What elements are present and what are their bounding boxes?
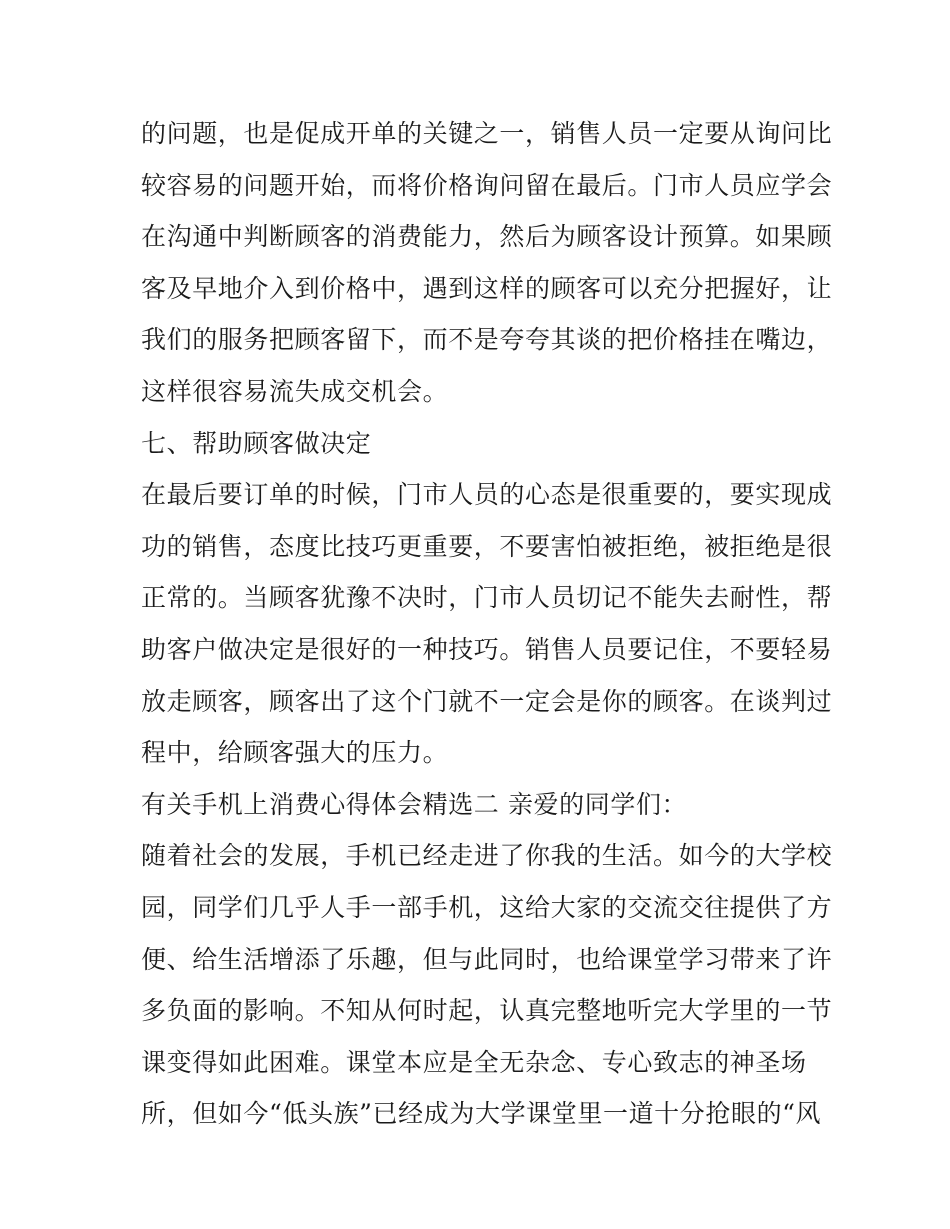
paragraph-line: 多负面的影响。不知从何时起，认真完整地听完大学里的一节 bbox=[141, 996, 833, 1026]
paragraph-line: 正常的。当顾客犹豫不决时，门市人员切记不能失去耐性，帮 bbox=[141, 583, 833, 613]
paragraph-line: 助客户做决定是很好的一种技巧。销售人员要记住，不要轻易 bbox=[141, 634, 833, 664]
paragraph-line: 在沟通中判断顾客的消费能力，然后为顾客设计预算。如果顾 bbox=[141, 222, 833, 252]
paragraph-line: 客及早地介入到价格中，遇到这样的顾客可以充分把握好，让 bbox=[141, 273, 833, 303]
paragraph-line: 所，但如今“低头族”已经成为大学课堂里一道十分抢眼的“风 bbox=[141, 1099, 822, 1129]
paragraph-line: 程中，给顾客强大的压力。 bbox=[141, 738, 449, 768]
paragraph-line: 便、给生活增添了乐趣，但与此同时，也给课堂学习带来了许 bbox=[141, 944, 833, 974]
paragraph-line: 放走顾客，顾客出了这个门就不一定会是你的顾客。在谈判过 bbox=[141, 686, 833, 716]
section-heading: 七、帮助顾客做决定 bbox=[141, 428, 372, 458]
paragraph-line: 园，同学们几乎人手一部手机，这给大家的交流交往提供了方 bbox=[141, 892, 833, 922]
section-title: 有关手机上消费心得体会精选二 亲爱的同学们： bbox=[141, 789, 688, 819]
paragraph-line: 较容易的问题开始，而将价格询问留在最后。门市人员应学会 bbox=[141, 170, 833, 200]
paragraph-line: 这样很容易流失成交机会。 bbox=[141, 376, 449, 406]
paragraph-line: 功的销售，态度比技巧更重要，不要害怕被拒绝，被拒绝是很 bbox=[141, 531, 833, 561]
paragraph-line: 课变得如此困难。课堂本应是全无杂念、专心致志的神圣场 bbox=[141, 1047, 807, 1077]
paragraph-line: 随着社会的发展，手机已经走进了你我的生活。如今的大学校 bbox=[141, 841, 833, 871]
body-text bbox=[141, 108, 833, 1140]
paragraph-line: 的问题，也是促成开单的关键之一，销售人员一定要从询问比 bbox=[141, 119, 833, 148]
paragraph-line: 我们的服务把顾客留下，而不是夸夸其谈的把价格挂在嘴边， bbox=[141, 325, 833, 355]
paragraph-line: 在最后要订单的时候，门市人员的心态是很重要的，要实现成 bbox=[141, 480, 833, 510]
